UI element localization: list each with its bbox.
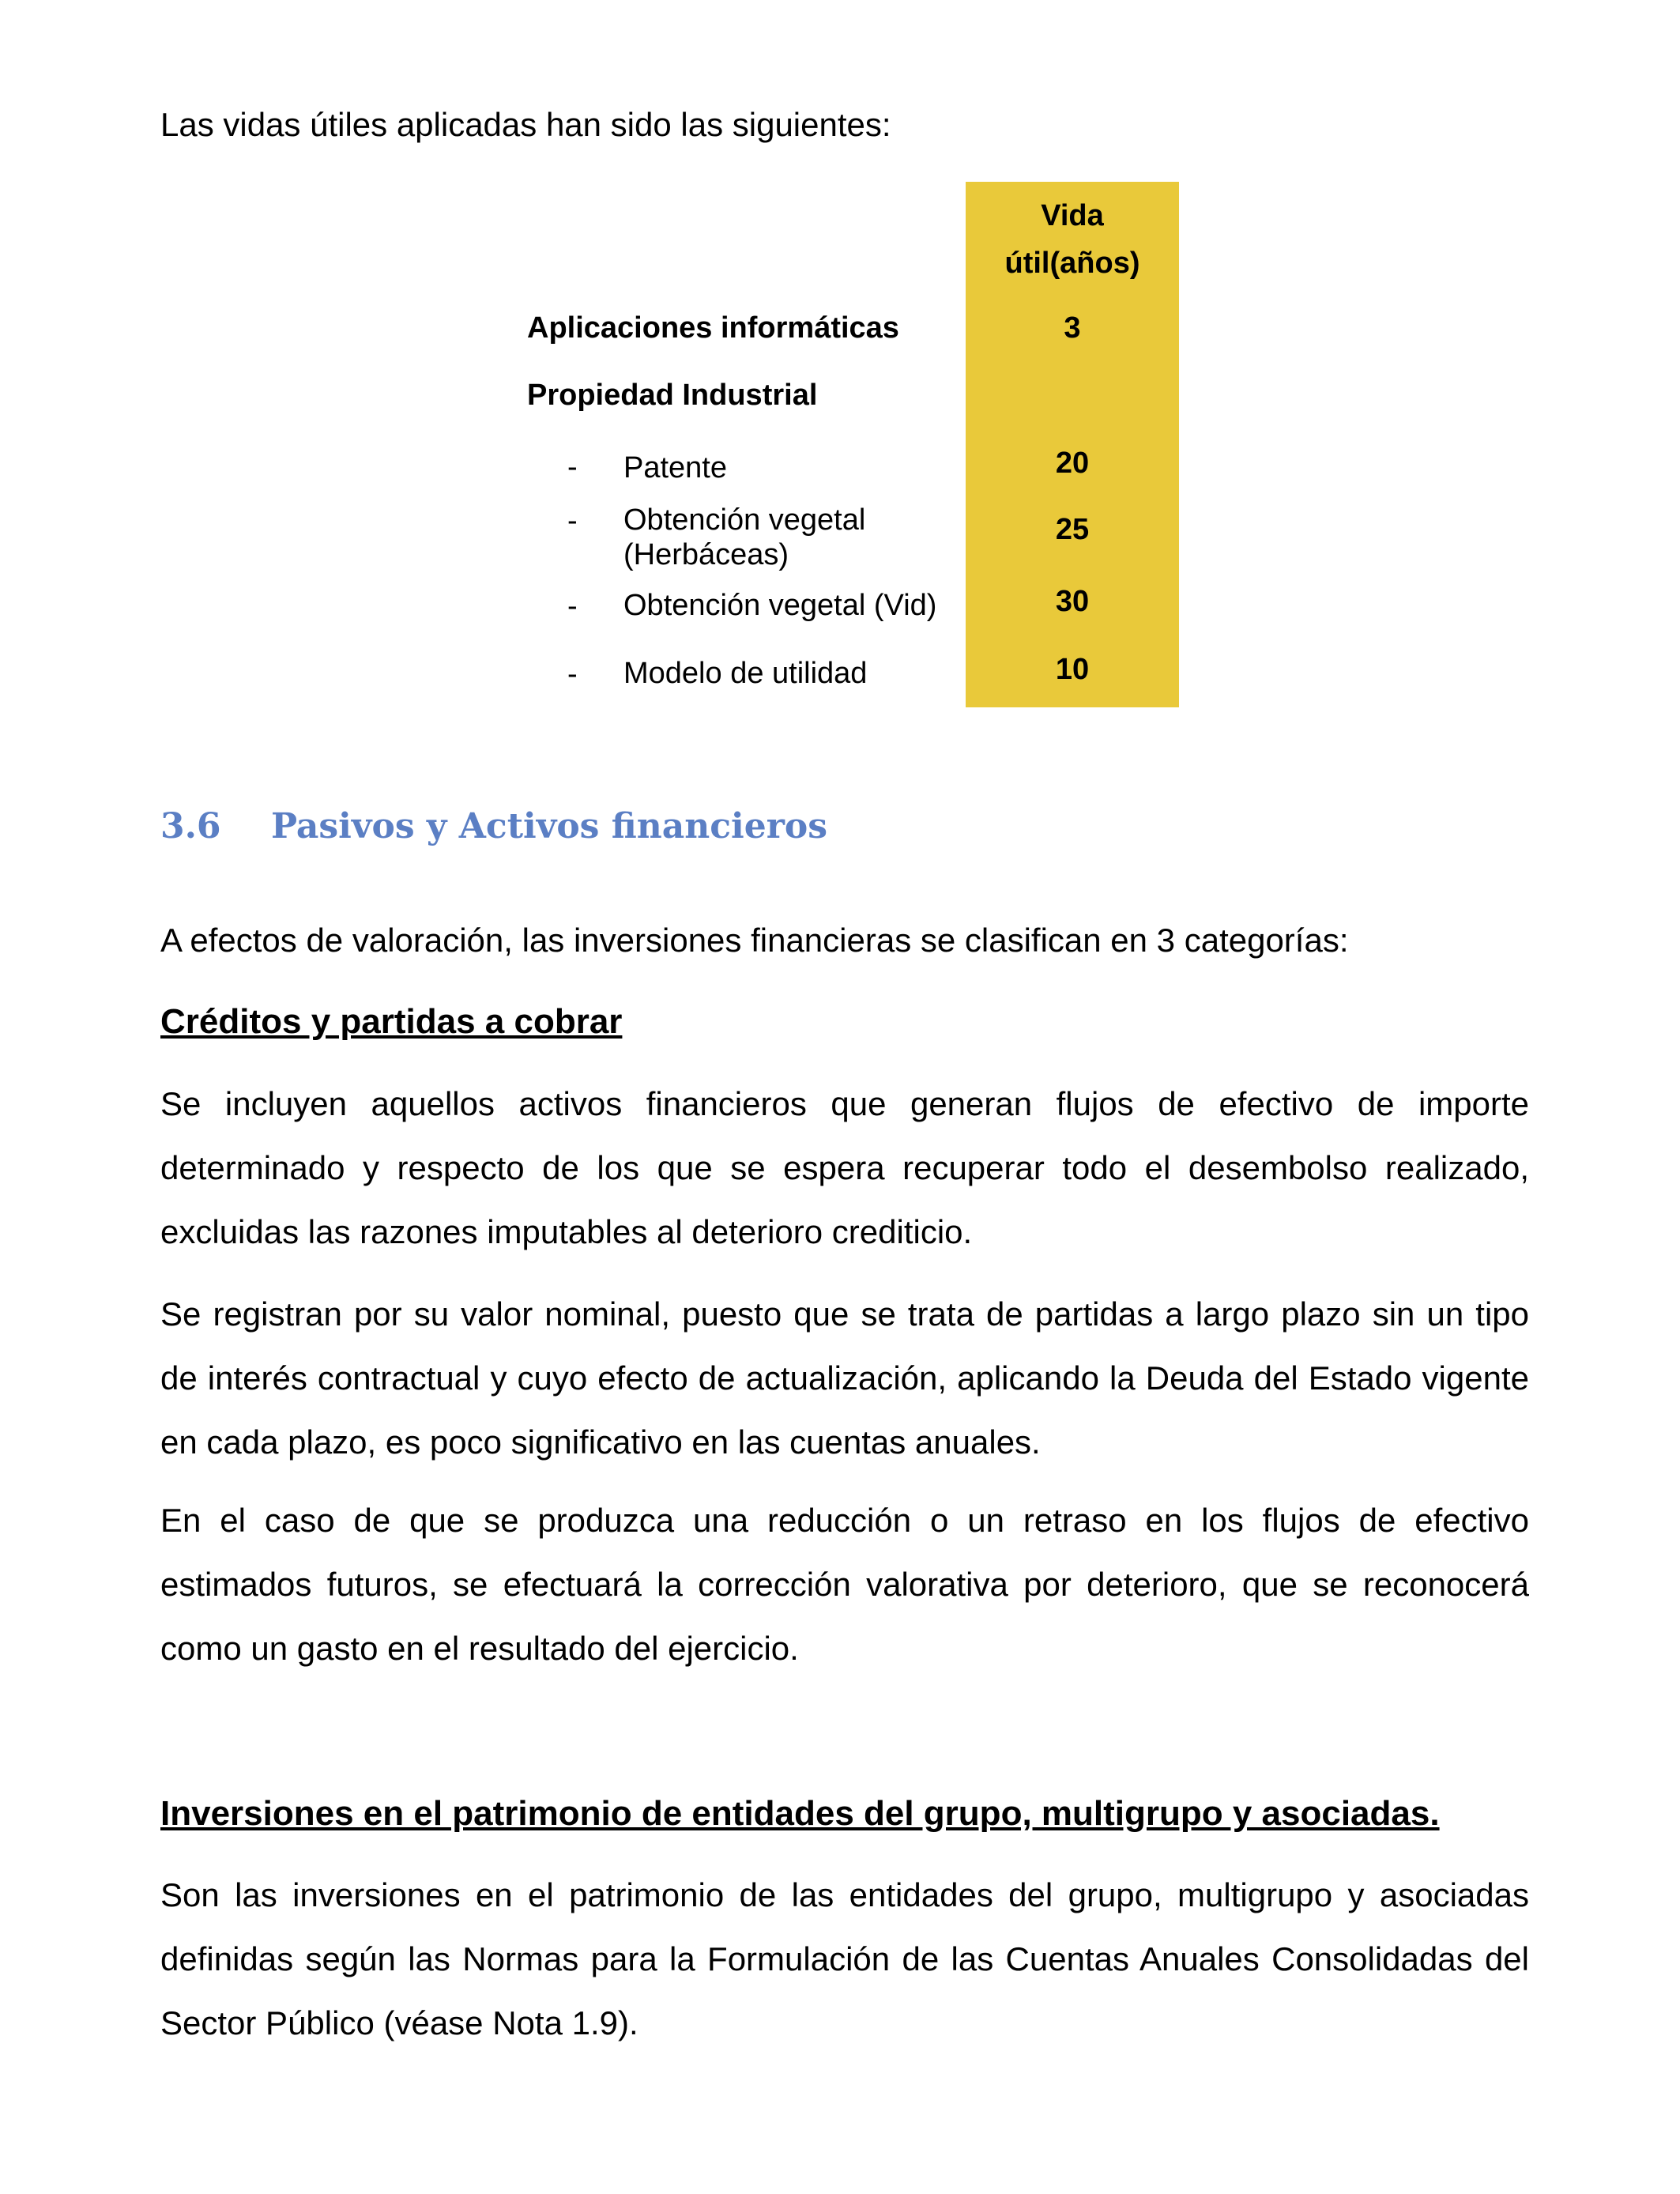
dash-patent: - xyxy=(567,450,578,484)
row-value-patent: 20 xyxy=(1055,447,1090,480)
row-label-plant-herbaceous-line1: Obtención vegetal xyxy=(623,503,866,537)
credits-heading: Créditos y partidas a cobrar xyxy=(160,1002,623,1041)
row-label-industrial-property: Propiedad Industrial xyxy=(527,379,818,412)
row-label-plant-vine: Obtención vegetal (Vid) xyxy=(623,589,937,622)
column-header-line1: Vida xyxy=(1041,199,1104,232)
section-heading xyxy=(160,803,827,850)
row-label-patent: Patente xyxy=(623,451,727,484)
dash-plant-vine: - xyxy=(567,590,578,623)
row-label-software: Aplicaciones informáticas xyxy=(527,311,899,345)
row-value-plant-herbaceous: 25 xyxy=(1055,513,1090,546)
dash-utility-model: - xyxy=(567,658,578,691)
investments-heading: Inversiones en el patrimonio de entidades del grupo, multigrupo y asociadas. xyxy=(160,1794,1440,1833)
row-value-plant-vine: 30 xyxy=(1055,585,1090,618)
section-title: Pasivos y Activos financieros xyxy=(271,806,828,846)
intro-text: Las vidas útiles aplicadas han sido las siguientes: xyxy=(160,106,891,143)
row-value-software: 3 xyxy=(1064,311,1081,345)
credits-paragraph-3: En el caso de que se produzca una reducción o un retraso en los flujos de efectivo estimados futuros, se efectuará la corrección valorativa por deterioro, que se reconocerá como un gasto en el resultado del ejercicio. xyxy=(160,1502,1529,1667)
section-number: 3.6 xyxy=(160,806,221,846)
row-value-utility-model: 10 xyxy=(1055,653,1090,686)
dash-plant-herbaceous: - xyxy=(567,504,578,537)
credits-paragraph-1: Se incluyen aquellos activos financieros que generan flujos de efectivo de importe determinado y respecto de los que se espera recuperar todo el desembolso realizado, excluidas las razones imputables al deterioro crediticio. xyxy=(160,1085,1529,1250)
investments-paragraph-1: Son las inversiones en el patrimonio de las entidades del grupo, multigrupo y asociadas definidas según las Normas para la Formulación de las Cuentas Anuales Consolidadas del Sector Público (véase Nota 1.9). xyxy=(160,1876,1529,2041)
column-header-line2: útil(años) xyxy=(1004,247,1140,280)
row-label-plant-herbaceous-line2: (Herbáceas) xyxy=(623,538,789,571)
row-label-utility-model: Modelo de utilidad xyxy=(623,657,868,690)
categories-intro: A efectos de valoración, las inversiones financieras se clasifican en 3 categorías: xyxy=(160,922,1349,959)
credits-paragraph-2: Se registran por su valor nominal, puesto que se trata de partidas a largo plazo sin un tipo de interés contractual y cuyo efecto de actualización, aplicando la Deuda del Estado vigente en cada plazo, es poco significativo en las cuentas anuales. xyxy=(160,1295,1529,1461)
